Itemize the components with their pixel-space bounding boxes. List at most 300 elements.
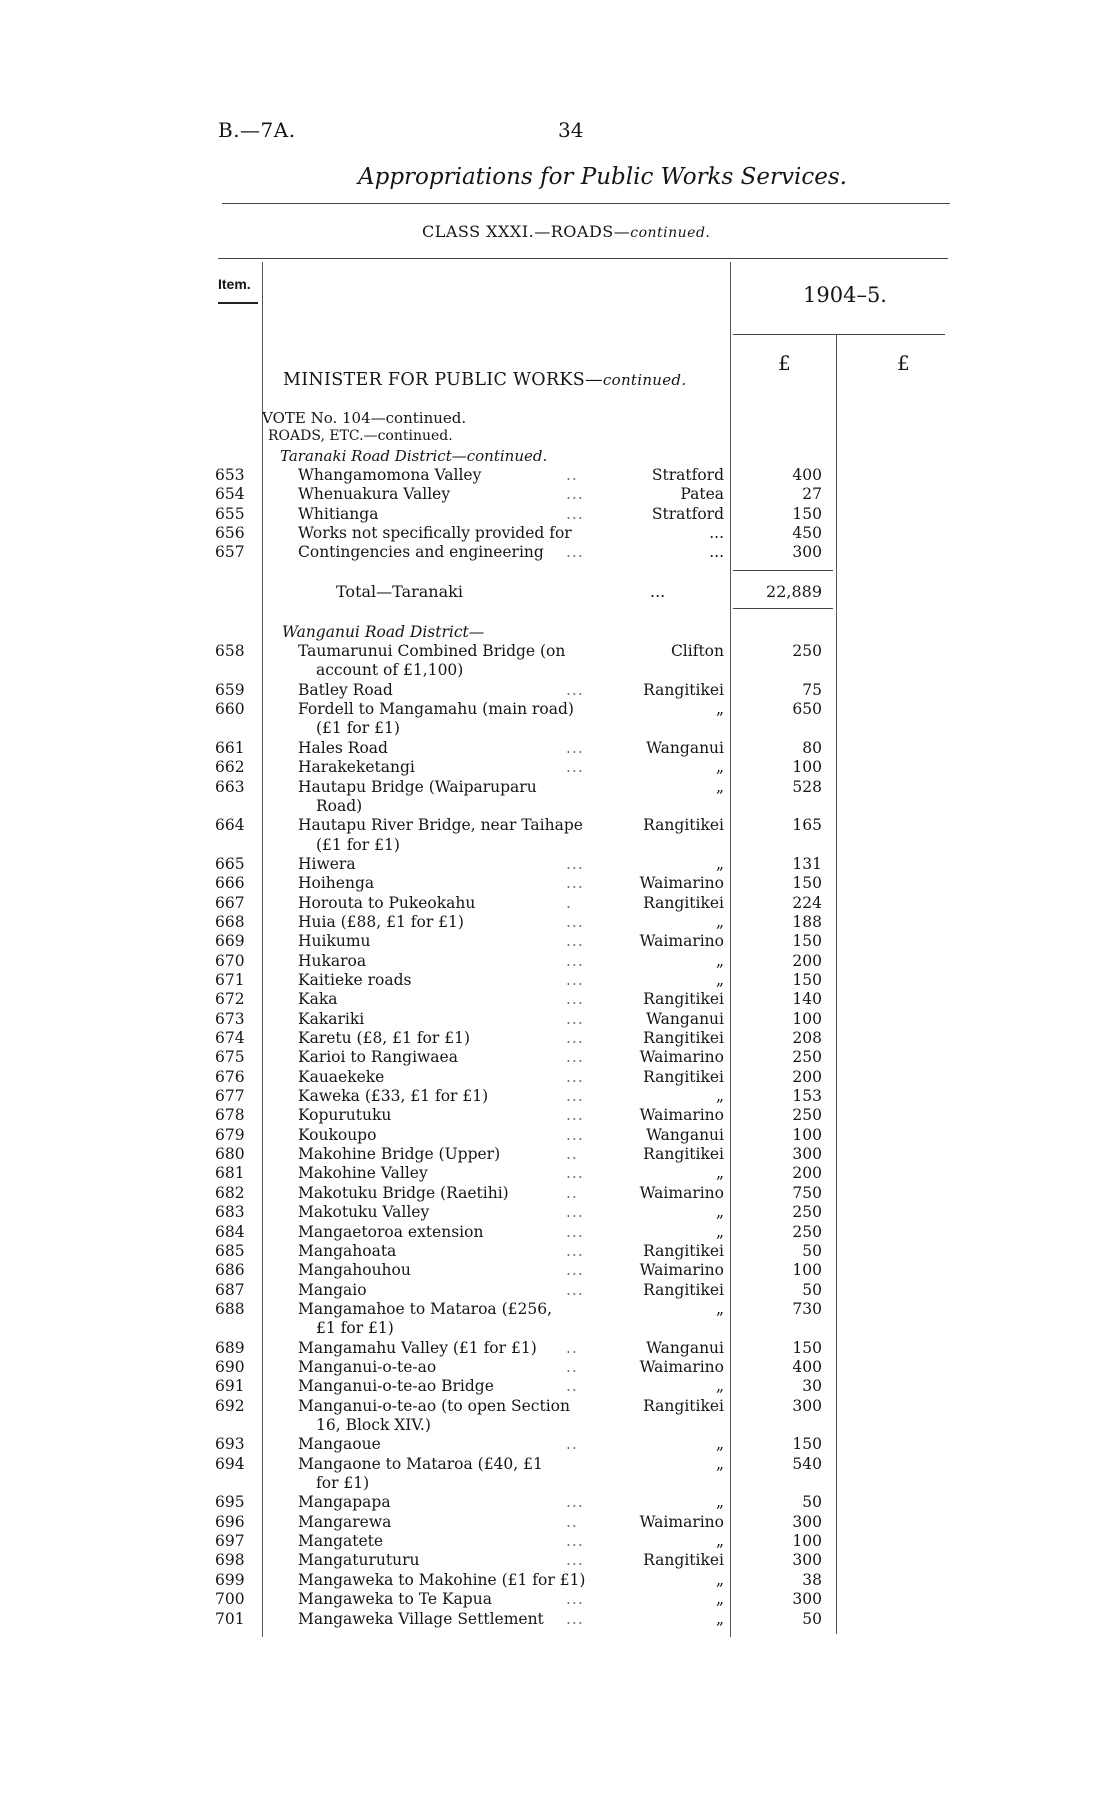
item-description: Makohine Valley	[298, 1164, 428, 1183]
item-number: 658	[215, 642, 245, 660]
leader-dots: ...	[566, 854, 584, 873]
item-district: „	[715, 854, 724, 873]
page-title: Appropriations for Public Works Services.	[358, 164, 847, 190]
item-district: Waimarino	[639, 1183, 724, 1202]
leader-dots: ...	[566, 1609, 584, 1628]
minister-heading	[283, 370, 686, 390]
item-amount: 50	[802, 1493, 822, 1512]
item-description: Kakariki	[298, 1009, 365, 1028]
item-district: „	[715, 758, 724, 777]
item-description: Horouta to Pukeokahu	[298, 893, 476, 912]
item-district: „	[715, 912, 724, 931]
item-description: Whitianga	[298, 504, 379, 523]
item-description: Karioi to Rangiwaea	[298, 1048, 458, 1067]
item-description: Mangaweka to Makohine (£1 for £1)	[298, 1570, 586, 1589]
item-amount: 400	[792, 1357, 822, 1376]
item-district: „	[715, 1164, 724, 1183]
table-row	[0, 816, 1114, 835]
item-description: Harakeketangi	[298, 758, 415, 777]
item-district: Rangitikei	[643, 816, 724, 835]
year-rule	[733, 334, 945, 335]
leader-dots: ...	[566, 1261, 584, 1280]
leader-dots: ...	[566, 1241, 584, 1260]
item-district: Rangitikei	[643, 1145, 724, 1164]
item-description: Karetu (£8, £1 for £1)	[298, 1029, 470, 1047]
item-amount: 300	[792, 543, 822, 562]
table-row	[0, 1551, 1114, 1570]
table-row	[0, 1455, 1114, 1474]
item-district: ...	[709, 543, 724, 562]
leader-dots: ..	[566, 1338, 578, 1357]
item-district: „	[715, 1609, 724, 1628]
table-row	[0, 524, 1114, 543]
item-description: Fordell to Mangamahu (main road)	[298, 700, 574, 719]
table-row	[0, 1029, 1114, 1048]
item-number: 699	[215, 1570, 245, 1589]
item-number: 677	[215, 1087, 245, 1106]
item-amount: 250	[792, 642, 822, 660]
leader-dots: ...	[566, 1029, 584, 1047]
leader-dots: ...	[566, 1590, 584, 1609]
item-number: 664	[215, 816, 245, 835]
table-row	[0, 1261, 1114, 1280]
item-district: Rangitikei	[643, 1551, 724, 1570]
item-number: 666	[215, 874, 245, 893]
leader-dots: ...	[566, 1087, 584, 1106]
item-district: Rangitikei	[643, 990, 724, 1009]
total-dots: ...	[650, 582, 666, 601]
item-amount: 131	[792, 854, 822, 873]
table-row	[0, 681, 1114, 700]
leader-dots: ...	[566, 1048, 584, 1067]
item-description: Whenuakura Valley	[298, 485, 451, 504]
item-header-underline	[218, 302, 258, 304]
item-district: Rangitikei	[643, 1280, 724, 1299]
table-row	[0, 971, 1114, 990]
leader-dots: ...	[566, 1203, 584, 1222]
table-row	[0, 700, 1114, 719]
table-row	[0, 913, 1114, 932]
item-amount: 224	[792, 893, 822, 912]
item-description: Manganui-o-te-ao	[298, 1357, 437, 1376]
item-district: Waimarino	[639, 1357, 724, 1376]
table-row	[0, 1571, 1114, 1590]
item-number: 696	[215, 1512, 245, 1531]
leader-dots: ...	[566, 874, 584, 893]
item-description: Manganui-o-te-ao (to open Section	[298, 1396, 570, 1415]
item-description-cont: £1 for £1)	[316, 1319, 394, 1338]
item-description: Huikumu	[298, 932, 371, 951]
item-number: 683	[215, 1203, 245, 1222]
item-number: 688	[215, 1299, 245, 1318]
table-row	[0, 1513, 1114, 1532]
item-amount: 150	[792, 971, 822, 989]
leader-dots: ...	[566, 504, 584, 523]
item-description: Koukoupo	[298, 1125, 377, 1144]
item-amount: 50	[802, 1609, 822, 1628]
item-district: Patea	[680, 485, 724, 504]
leader-dots: ...	[566, 758, 584, 777]
table-row	[0, 1435, 1114, 1454]
table-row	[0, 1126, 1114, 1145]
item-amount: 188	[792, 912, 822, 931]
item-number: 671	[215, 971, 245, 989]
item-description: Mangarewa	[298, 1512, 392, 1531]
item-amount: 75	[802, 680, 822, 699]
item-amount: 250	[792, 1222, 822, 1241]
leader-dots: ..	[566, 1145, 578, 1164]
item-description-cont: 16, Block XIV.)	[316, 1416, 431, 1434]
leader-dots: ...	[566, 1164, 584, 1183]
table-row	[0, 1610, 1114, 1629]
table-row	[0, 505, 1114, 524]
item-district: Wanganui	[646, 1009, 724, 1028]
item-number: 657	[215, 543, 245, 562]
item-district: „	[715, 1299, 724, 1318]
item-number: 694	[215, 1454, 245, 1473]
table-row	[0, 642, 1114, 661]
item-description: Mangamahoe to Mataroa (£256,	[298, 1299, 553, 1318]
minister-heading-main: MINISTER FOR PUBLIC WORKS—	[283, 370, 603, 390]
total-label: Total—Taranaki	[336, 582, 463, 601]
item-description: Hales Road	[298, 738, 388, 757]
item-amount: 400	[792, 466, 822, 484]
item-district: „	[715, 1590, 724, 1609]
item-description: Taumarunui Combined Bridge (on	[298, 642, 566, 660]
item-number: 674	[215, 1029, 245, 1047]
class-heading-main: CLASS XXXI.—ROADS—	[422, 222, 631, 241]
table-row	[0, 739, 1114, 758]
table-row	[0, 1048, 1114, 1067]
item-description: Batley Road	[298, 680, 393, 699]
item-district: „	[715, 1222, 724, 1241]
item-district: „	[715, 1087, 724, 1106]
item-number: 691	[215, 1377, 245, 1396]
item-description: Hautapu Bridge (Waiparuparu	[298, 777, 537, 796]
item-district: Rangitikei	[643, 1241, 724, 1260]
item-number: 698	[215, 1551, 245, 1570]
leader-dots: ...	[566, 971, 584, 989]
item-description: Mangaoue	[298, 1435, 381, 1454]
roads-heading: ROADS, ETC.—continued.	[268, 428, 453, 444]
leader-dots: ...	[566, 1222, 584, 1241]
item-district: Rangitikei	[643, 893, 724, 912]
item-column-header: Item.	[218, 276, 251, 292]
item-description: Whangamomona Valley	[298, 466, 482, 484]
table-row	[0, 1377, 1114, 1396]
item-amount: 150	[792, 932, 822, 951]
item-district: Clifton	[670, 642, 724, 660]
item-number: 687	[215, 1280, 245, 1299]
item-number: 675	[215, 1048, 245, 1067]
table-row	[0, 1010, 1114, 1029]
leader-dots: ...	[566, 680, 584, 699]
item-district: „	[715, 777, 724, 796]
item-district: ...	[709, 524, 724, 543]
item-number: 690	[215, 1357, 245, 1376]
item-amount: 650	[792, 700, 822, 719]
wanganui-heading: Wanganui Road District—	[282, 623, 485, 641]
item-description: Kaweka (£33, £1 for £1)	[298, 1087, 489, 1106]
item-district: Wanganui	[646, 1125, 724, 1144]
item-description: Mangatete	[298, 1532, 384, 1551]
table-row	[0, 1164, 1114, 1183]
item-description: Kauaekeke	[298, 1067, 385, 1086]
item-description: Hukaroa	[298, 951, 367, 970]
item-description: Manganui-o-te-ao Bridge	[298, 1377, 494, 1396]
item-description: Mangaetoroa extension	[298, 1222, 484, 1241]
table-row	[0, 1242, 1114, 1261]
item-amount: 150	[792, 1435, 822, 1454]
minister-heading-cont: continued.	[602, 371, 687, 389]
item-amount: 528	[792, 777, 822, 796]
item-amount: 100	[792, 1261, 822, 1280]
leader-dots: ...	[566, 990, 584, 1009]
item-description: Huia (£88, £1 for £1)	[298, 912, 464, 931]
table-row	[0, 1590, 1114, 1609]
item-district: Rangitikei	[643, 1067, 724, 1086]
item-number: 685	[215, 1241, 245, 1260]
item-description: Makohine Bridge (Upper)	[298, 1145, 501, 1164]
leader-dots: ...	[566, 485, 584, 504]
item-district: „	[715, 971, 724, 989]
item-district: „	[715, 1493, 724, 1512]
leader-dots: ..	[566, 1357, 578, 1376]
item-number: 665	[215, 854, 245, 873]
leader-dots: ...	[566, 1125, 584, 1144]
item-number: 653	[215, 466, 245, 484]
table-row	[0, 778, 1114, 797]
table-row	[0, 1493, 1114, 1512]
item-number: 672	[215, 990, 245, 1009]
table-row	[0, 1145, 1114, 1164]
item-district: Waimarino	[639, 1512, 724, 1531]
item-number: 686	[215, 1261, 245, 1280]
table-row	[0, 1281, 1114, 1300]
item-amount: 300	[792, 1512, 822, 1531]
item-amount: 300	[792, 1145, 822, 1164]
leader-dots: ...	[566, 1106, 584, 1125]
table-row	[0, 990, 1114, 1009]
page-number: 34	[558, 118, 584, 142]
item-description: Contingencies and engineering	[298, 543, 544, 562]
item-description: Mangapapa	[298, 1493, 391, 1512]
item-amount: 208	[792, 1029, 822, 1047]
item-amount: 540	[792, 1454, 822, 1473]
item-number: 661	[215, 738, 245, 757]
item-number: 662	[215, 758, 245, 777]
item-amount: 153	[792, 1087, 822, 1106]
item-amount: 300	[792, 1590, 822, 1609]
item-description: Mangaweka to Te Kapua	[298, 1590, 492, 1609]
leader-dots: ...	[566, 543, 584, 562]
item-amount: 100	[792, 1009, 822, 1028]
item-number: 701	[215, 1609, 245, 1628]
leader-dots: ..	[566, 466, 578, 484]
item-district: Stratford	[651, 504, 724, 523]
leader-dots: ...	[566, 912, 584, 931]
item-district: „	[715, 951, 724, 970]
class-heading-cont: continued.	[630, 225, 711, 241]
table-row	[0, 1223, 1114, 1242]
item-description: Mangaweka Village Settlement	[298, 1609, 544, 1628]
item-description: Mangaio	[298, 1280, 367, 1299]
item-description: Mangamahu Valley (£1 for £1)	[298, 1338, 537, 1357]
item-amount: 300	[792, 1396, 822, 1415]
leader-dots: ..	[566, 1512, 578, 1531]
leader-dots: ...	[566, 951, 584, 970]
table-row	[0, 758, 1114, 777]
item-number: 667	[215, 893, 245, 912]
item-description: Makotuku Valley	[298, 1203, 430, 1222]
item-number: 655	[215, 504, 245, 523]
item-district: „	[715, 1377, 724, 1396]
item-district: Waimarino	[639, 1261, 724, 1280]
table-top-rule	[218, 258, 948, 259]
pound-header-2: £	[897, 351, 910, 375]
item-district: Rangitikei	[643, 1029, 724, 1047]
table-row	[0, 1203, 1114, 1222]
leader-dots: .	[566, 893, 572, 912]
table-row	[0, 466, 1114, 485]
item-district: Waimarino	[639, 1048, 724, 1067]
item-amount: 27	[802, 485, 822, 504]
item-amount: 200	[792, 1164, 822, 1183]
pound-header-1: £	[778, 351, 791, 375]
item-number: 684	[215, 1222, 245, 1241]
item-description: Hiwera	[298, 854, 356, 873]
item-description: Mangahouhou	[298, 1261, 411, 1280]
leader-dots: ..	[566, 1377, 578, 1396]
table-row	[0, 1300, 1114, 1319]
item-description-cont: account of £1,100)	[316, 661, 464, 680]
item-description: Works not specifically provided for	[298, 524, 572, 543]
item-description-cont: Road)	[316, 796, 363, 815]
item-amount: 38	[802, 1570, 822, 1589]
item-number: 700	[215, 1590, 245, 1609]
item-amount: 80	[802, 738, 822, 757]
item-amount: 100	[792, 1125, 822, 1144]
class-heading	[422, 222, 710, 241]
item-district: „	[715, 1454, 724, 1473]
table-row	[0, 1068, 1114, 1087]
item-number: 693	[215, 1435, 245, 1454]
item-district: Rangitikei	[643, 680, 724, 699]
item-district: Wanganui	[646, 738, 724, 757]
item-number: 663	[215, 777, 245, 796]
table-row	[0, 952, 1114, 971]
leader-dots: ...	[566, 1067, 584, 1086]
item-amount: 450	[792, 524, 822, 543]
item-district: Waimarino	[639, 1106, 724, 1125]
leader-dots: ...	[566, 1493, 584, 1512]
table-row	[0, 1087, 1114, 1106]
item-description: Kaitieke roads	[298, 971, 412, 989]
table-row	[0, 1397, 1114, 1416]
item-amount: 150	[792, 1338, 822, 1357]
item-description: Kopurutuku	[298, 1106, 392, 1125]
item-amount: 100	[792, 758, 822, 777]
item-amount: 300	[792, 1551, 822, 1570]
table-row	[0, 932, 1114, 951]
total-rule	[733, 608, 833, 609]
item-district: „	[715, 700, 724, 719]
leader-dots: ...	[566, 1532, 584, 1551]
table-row	[0, 543, 1114, 562]
item-amount: 140	[792, 990, 822, 1009]
leader-dots: ...	[566, 1009, 584, 1028]
item-number: 682	[215, 1183, 245, 1202]
item-description: Hautapu River Bridge, near Taihape	[298, 816, 583, 835]
document-code: B.—7A.	[218, 118, 296, 142]
leader-dots: ...	[566, 932, 584, 951]
item-amount: 50	[802, 1241, 822, 1260]
item-amount: 150	[792, 874, 822, 893]
item-amount: 150	[792, 504, 822, 523]
item-amount: 30	[802, 1377, 822, 1396]
leader-dots: ...	[566, 738, 584, 757]
leader-dots: ..	[566, 1183, 578, 1202]
item-amount: 165	[792, 816, 822, 835]
table-row	[0, 1358, 1114, 1377]
item-number: 689	[215, 1338, 245, 1357]
item-description-cont: (£1 for £1)	[316, 835, 400, 854]
item-district: Stratford	[651, 466, 724, 484]
table-row	[0, 1532, 1114, 1551]
table-row	[0, 1339, 1114, 1358]
item-number: 654	[215, 485, 245, 504]
item-number: 681	[215, 1164, 245, 1183]
item-description: Mangaturuturu	[298, 1551, 420, 1570]
item-description-cont: for £1)	[316, 1474, 370, 1492]
item-district: Wanganui	[646, 1338, 724, 1357]
table-row	[0, 894, 1114, 913]
table-row	[0, 1184, 1114, 1203]
item-description: Mangahoata	[298, 1241, 397, 1260]
item-district: „	[715, 1203, 724, 1222]
item-description: Mangaone to Mataroa (£40, £1	[298, 1454, 543, 1473]
item-district: „	[715, 1435, 724, 1454]
item-amount: 750	[792, 1183, 822, 1202]
item-amount: 250	[792, 1106, 822, 1125]
item-district: „	[715, 1570, 724, 1589]
item-number: 670	[215, 951, 245, 970]
item-number: 660	[215, 700, 245, 719]
item-amount: 50	[802, 1280, 822, 1299]
item-amount: 200	[792, 951, 822, 970]
item-amount: 730	[792, 1299, 822, 1318]
item-number: 679	[215, 1125, 245, 1144]
item-amount: 250	[792, 1203, 822, 1222]
item-number: 659	[215, 680, 245, 699]
vote-heading: VOTE No. 104—continued.	[262, 409, 467, 427]
item-number: 673	[215, 1009, 245, 1028]
item-description: Hoihenga	[298, 874, 375, 893]
item-number: 656	[215, 524, 245, 543]
table-row	[0, 1106, 1114, 1125]
table-row	[0, 485, 1114, 504]
item-description-cont: (£1 for £1)	[316, 719, 400, 738]
item-amount: 100	[792, 1532, 822, 1551]
table-row	[0, 874, 1114, 893]
leader-dots: ...	[566, 1551, 584, 1570]
item-district: Waimarino	[639, 932, 724, 951]
item-district: Waimarino	[639, 874, 724, 893]
table-row	[0, 855, 1114, 874]
item-district: „	[715, 1532, 724, 1551]
item-number: 669	[215, 932, 245, 951]
item-number: 692	[215, 1396, 245, 1415]
